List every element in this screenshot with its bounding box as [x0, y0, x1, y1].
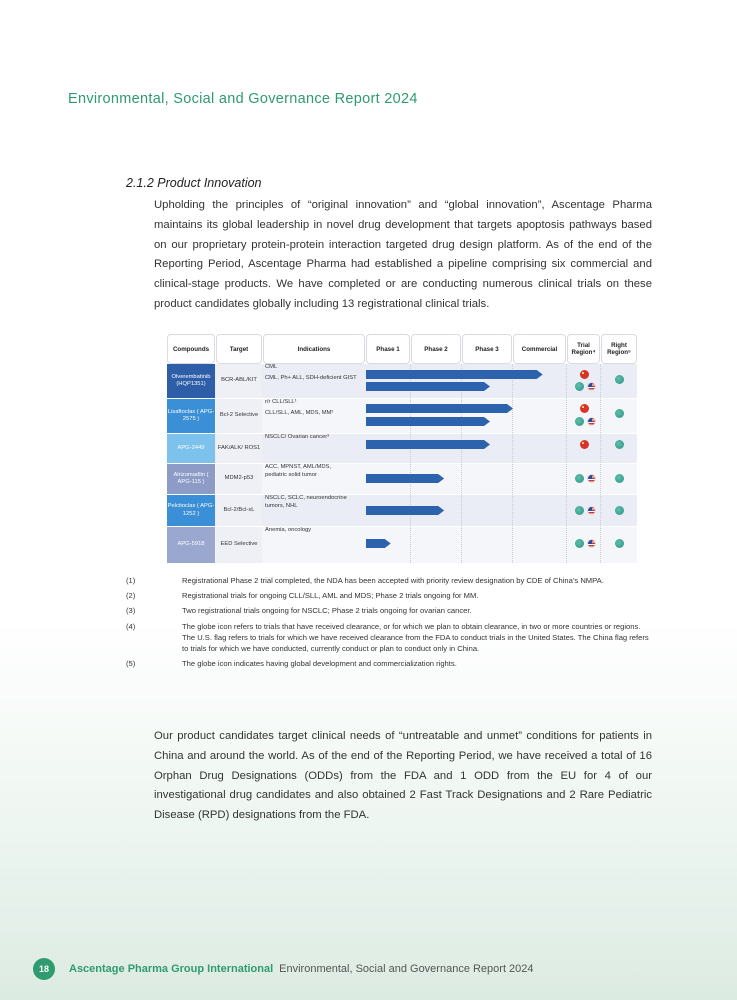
indication-cell — [263, 464, 365, 494]
column-divider — [600, 364, 601, 563]
indication-line: NSCLC, SCLC, neuroendocrine — [265, 495, 347, 501]
footnote-number: (4) — [126, 621, 136, 631]
footnote — [126, 658, 651, 669]
us-flag-icon — [587, 474, 596, 483]
indication-line: pediatric solid tumor — [265, 471, 317, 478]
globe-icon — [615, 409, 624, 418]
phase-progress-bar — [366, 370, 543, 379]
indication-line: ACC, MPNST, AML/MDS, — [265, 464, 332, 470]
target-cell: FAK/ALK/ ROS1 — [216, 434, 262, 463]
compound-cell: Olverembatinib (HQP1351) — [167, 364, 215, 398]
us-flag-icon — [587, 539, 596, 548]
compound-cell: Lisaftoclax ( APG-2575 ) — [167, 399, 215, 433]
globe-icon — [575, 417, 584, 426]
indication-line: r/r CLL/SLL¹ — [265, 399, 297, 405]
header-compounds: Compounds — [167, 334, 215, 364]
column-divider — [566, 364, 567, 563]
page-footer — [33, 958, 534, 980]
phase-progress-bar — [366, 440, 490, 449]
footnotes — [126, 575, 651, 673]
header-phase3: Phase 3 — [462, 334, 512, 364]
pipeline-table — [167, 334, 637, 563]
footnote-text: The globe icon indicates having global development and commercialization rights. — [182, 659, 457, 669]
target-cell: Bcl-2 Selective — [216, 399, 262, 433]
globe-icon — [575, 474, 584, 483]
us-flag-icon — [587, 506, 596, 515]
footnote — [126, 575, 651, 586]
page-number: 18 — [33, 958, 55, 980]
us-flag-icon — [587, 382, 596, 391]
header-indications: Indications — [263, 334, 365, 364]
indication-line: CML — [265, 364, 278, 370]
globe-icon — [615, 539, 624, 548]
target-cell: BCR-ABL/KIT — [216, 364, 262, 398]
phase-progress-bar — [366, 382, 490, 391]
indication-line: Anemia, oncology — [265, 527, 312, 533]
globe-icon — [575, 539, 584, 548]
phase-progress-bar — [366, 506, 444, 515]
globe-icon — [575, 382, 584, 391]
phase-progress-bar — [366, 417, 490, 426]
footnote — [126, 605, 651, 616]
globe-icon — [575, 506, 584, 515]
globe-icon — [615, 375, 624, 384]
footnote-number: (1) — [126, 576, 136, 585]
section-title: 2.1.2 Product Innovation — [126, 176, 262, 190]
phase-progress-bar — [366, 404, 513, 413]
header-right-region: Right Region⁵ — [601, 334, 637, 364]
compound-cell: Pelcitoclax ( APG-1252 ) — [167, 495, 215, 526]
footnote-text: Registrational Phase 2 trial completed, the NDA has been accepted with priority review designation by CDE of China’s NMPA. — [182, 576, 604, 585]
footnote-text: The globe icon refers to trials that have received clearance, or for which we plan to obtain clearance, in two or more countries or regions. The U.S. flag refers to trials for which we have received clearance from the FDA to conduct trials in the United States. The China flag refers to trials for which we have conducted, currently conduct or plan to conduct only in China. — [182, 621, 649, 654]
footnote-number: (3) — [126, 606, 136, 616]
footnote-text: Registrational trials for ongoing CLL/SLL, AML and MDS; Phase 2 trials ongoing for MM. — [182, 591, 479, 601]
indication-line: CML, Ph+ ALL, SDH-deficient GIST — [265, 374, 357, 381]
china-flag-icon — [580, 370, 589, 379]
footer-company: Ascentage Pharma Group International — [69, 963, 274, 975]
target-cell: Bcl-2/Bcl-xL — [216, 495, 262, 526]
header-trial-region: Trial Region⁴ — [567, 334, 600, 364]
china-flag-icon — [580, 404, 589, 413]
globe-icon — [615, 440, 624, 449]
header-phase2: Phase 2 — [411, 334, 461, 364]
compound-cell: APG-5918 — [167, 527, 215, 563]
indication-cell — [263, 434, 365, 463]
globe-icon — [615, 506, 624, 515]
indication-line: NSCLC/ Ovarian cancer³ — [265, 434, 330, 440]
footnote — [126, 590, 651, 601]
header-phase1: Phase 1 — [366, 334, 410, 364]
us-flag-icon — [587, 417, 596, 426]
indication-cell — [263, 399, 365, 433]
column-divider — [461, 364, 462, 563]
column-divider — [410, 364, 411, 563]
indication-cell — [263, 364, 365, 398]
indication-line: tumors, NHL — [265, 502, 298, 509]
footnote-number: (2) — [126, 591, 136, 601]
closing-paragraph: Our product candidates target clinical needs of “untreatable and unmet” conditions for patients in China and around the world. As of the end of the Reporting Period, we have received a total of 16 Orphan Drug Designations (ODDs) from the FDA and 1 ODD from the EU for 4 of our investigational drug candidates and also obtained 2 Fast Track Designations and 2 Rare Pediatric Disease (RPD) designations from the FDA. — [154, 730, 652, 822]
target-cell: EED Selective — [216, 527, 262, 563]
compound-cell: APG-2449 — [167, 434, 215, 463]
phase-progress-bar — [366, 539, 391, 548]
indication-line: CLL/SLL, AML, MDS, MM² — [265, 409, 334, 416]
header-target: Target — [216, 334, 262, 364]
indication-cell — [263, 527, 365, 563]
compound-cell: Alrizomadlin ( APG-115 ) — [167, 464, 215, 494]
globe-icon — [615, 474, 624, 483]
footnote — [126, 621, 651, 655]
page-header-title: Environmental, Social and Governance Report 2024 — [68, 91, 418, 107]
phase-progress-bar — [366, 474, 444, 483]
footer-report-title: Environmental, Social and Governance Report 2024 — [279, 963, 534, 975]
intro-paragraph: Upholding the principles of “original innovation” and “global innovation”, Ascentage Pharma maintains its global leadership in novel drug development that targets apoptosis pathways based on our proprietary protein-protein interaction targeted drug design platform. As of the end of the Reporting Period, Ascentage Pharma had established a pipeline comprising six commercial and clinical-stage products. We have completed or are conducting numerous clinical trials on these product candidates globally including 13 registrational clinical trials. — [154, 199, 652, 310]
header-commercial: Commercial — [513, 334, 566, 364]
footnote-number: (5) — [126, 659, 136, 669]
indication-cell — [263, 495, 365, 526]
target-cell: MDM2-p53 — [216, 464, 262, 494]
china-flag-icon — [580, 440, 589, 449]
column-divider — [512, 364, 513, 563]
footnote-text: Two registrational trials ongoing for NSCLC; Phase 2 trials ongoing for ovarian cancer. — [182, 606, 472, 616]
